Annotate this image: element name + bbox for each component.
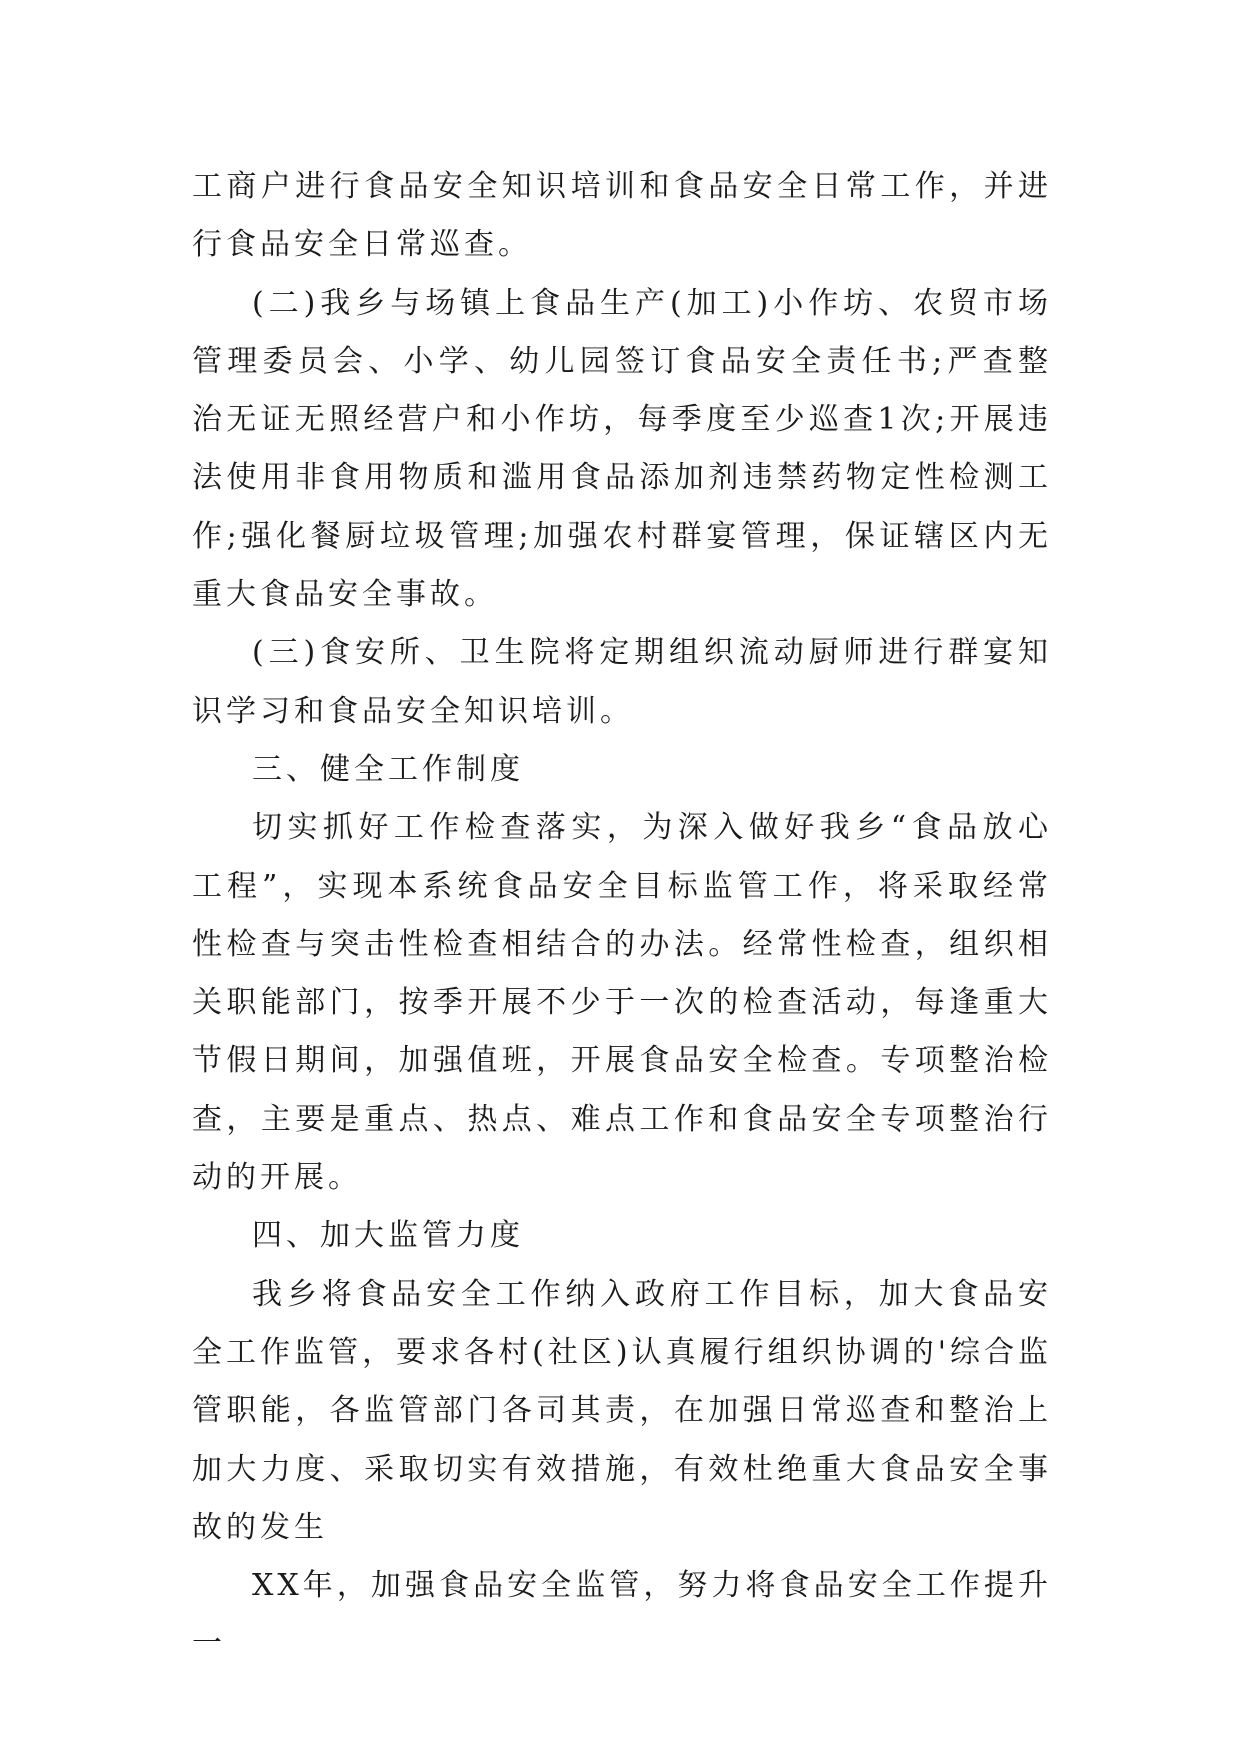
document-body (192, 158, 1052, 1674)
paragraph-continuation: 工商户进行食品安全知识培训和食品安全日常工作，并进行食品安全日常巡查。 (192, 169, 1052, 263)
paragraph-item-two: (二)我乡与场镇上食品生产(加工)小作坊、农贸市场管理委员会、小学、幼儿园签订食品安全责任书;严查整治无证无照经营户和小作坊，每季度至少巡查1次;开展违法使用非食用物质和滥用食品添加剂违禁药物定性检测工作;强化餐厨垃圾管理;加强农村群宴管理，保证辖区内无重大食品安全事故。 (192, 285, 1052, 613)
section-heading-four: 四、加大监管力度 (252, 1218, 524, 1254)
paragraph-supervision: 我乡将食品安全工作纳入政府工作目标，加大食品安全工作监管，要求各村(社区)认真履行组织协调的'综合监管职能，各监管部门各司其责，在加强日常巡查和整治上加大力度、采取切实有效措施，有效杜绝重大食品安全事故的发生 (192, 1276, 1052, 1545)
paragraph-year-plan: XX年，加强食品安全监管，努力将食品安全工作提升一 (192, 1568, 1052, 1662)
paragraph-work-system: 切实抓好工作检查落实，为深入做好我乡“食品放心工程”，实现本系统食品安全目标监管工作，将采取经常性检查与突击性检查相结合的办法。经常性检查，组织相关职能部门，按季开展不少于一次的检查活动，每逢重大节假日期间，加强值班，开展食品安全检查。专项整治检查，主要是重点、热点、难点工作和食品安全专项整治行动的开展。 (192, 810, 1052, 1196)
section-heading-three: 三、健全工作制度 (252, 751, 524, 787)
paragraph-item-three: (三)食安所、卫生院将定期组织流动厨师进行群宴知识学习和食品安全知识培训。 (192, 635, 1052, 729)
